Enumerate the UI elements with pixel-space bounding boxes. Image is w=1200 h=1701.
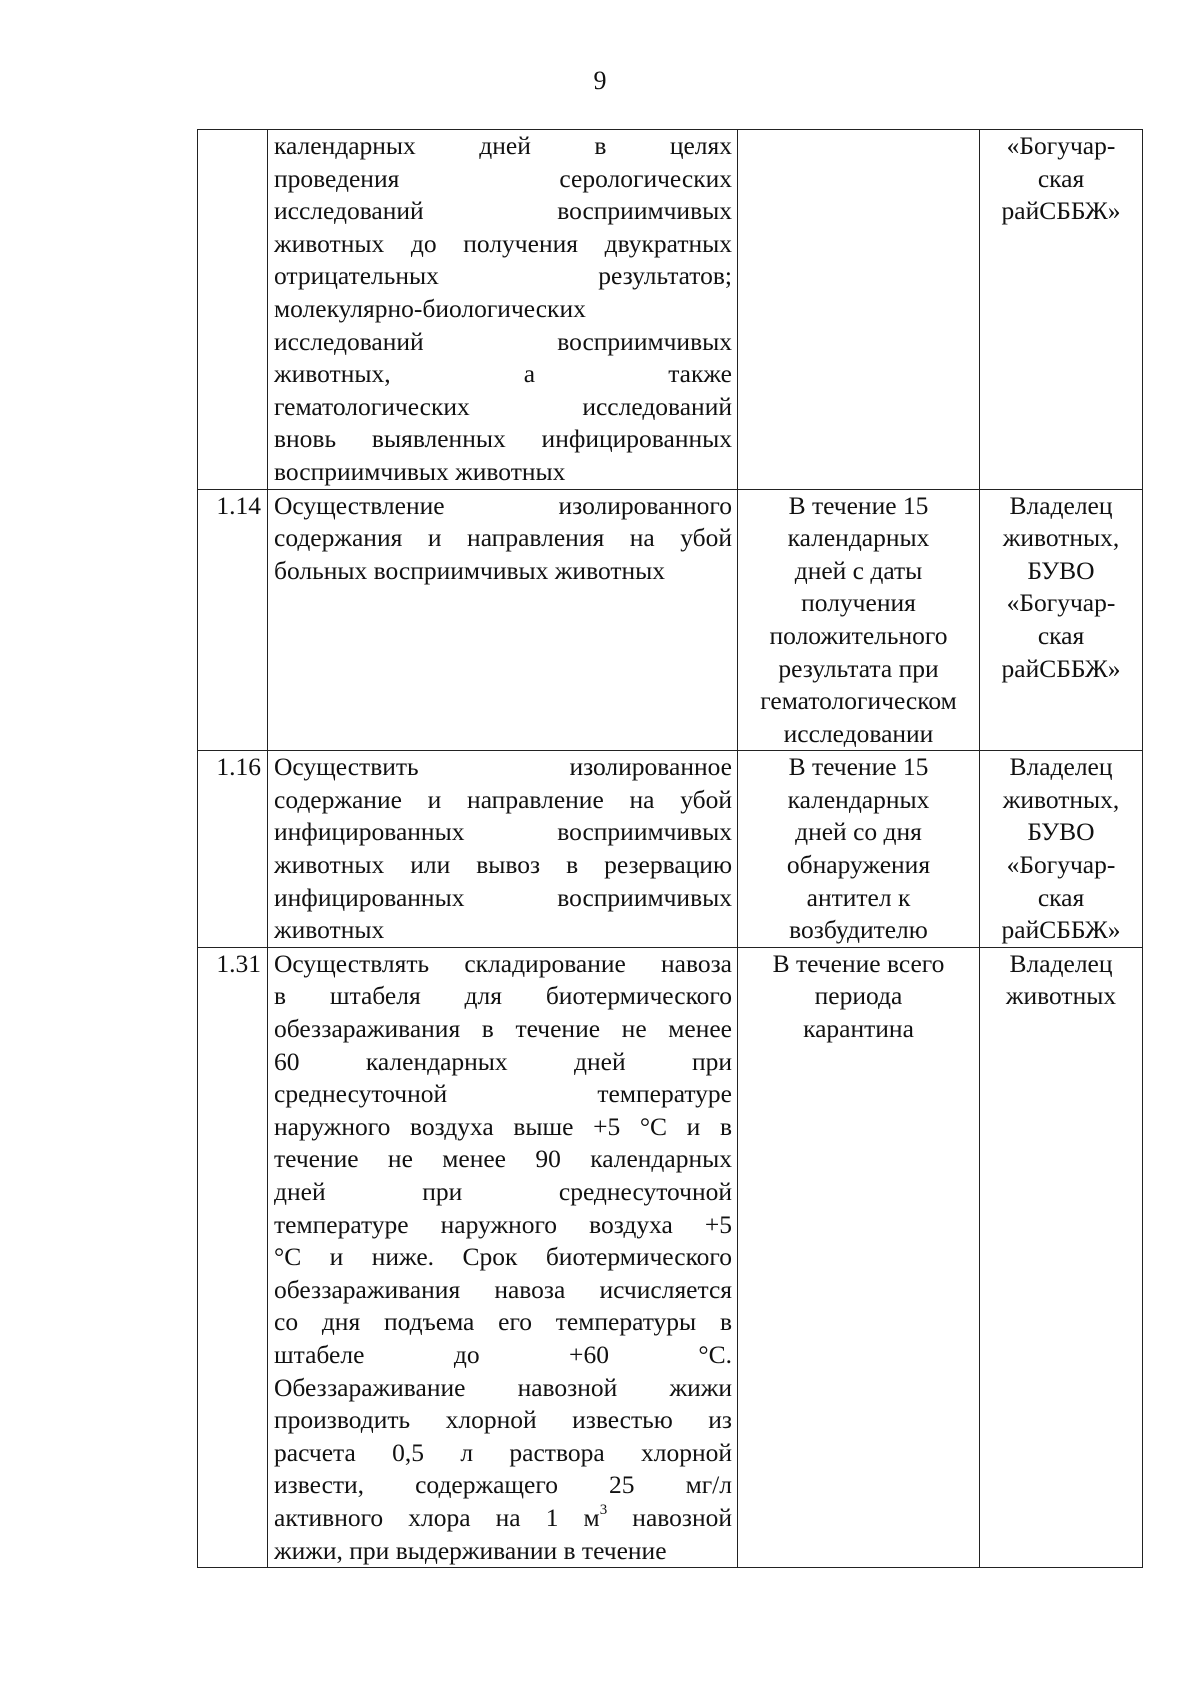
term-cell <box>738 947 980 1567</box>
term-line: дней со дня <box>795 817 922 847</box>
action-line: животных <box>274 915 385 945</box>
term-line: положительного <box>769 620 948 650</box>
term-cell <box>738 489 980 751</box>
responsible-line: животных, <box>1002 523 1120 553</box>
superscript: 3 <box>599 1501 608 1518</box>
term-cell <box>738 130 980 490</box>
action-line: вновь выявленных инфицированных <box>274 424 732 454</box>
action-line: Осуществить изолированное <box>274 752 732 782</box>
responsible-line: райСББЖ» <box>1001 915 1121 945</box>
action-line <box>274 1502 732 1535</box>
term-line: гематологическом <box>760 686 957 716</box>
action-line: наружного воздуха выше +5 °С и в <box>274 1111 732 1141</box>
action-line: расчета 0,5 л раствора хлорной <box>274 1437 732 1467</box>
action-line: со дня подъема его температуры в <box>274 1307 732 1337</box>
action-line: восприимчивых животных <box>274 456 566 486</box>
responsible-line: животных <box>1005 981 1117 1011</box>
term-cell <box>738 751 980 948</box>
responsible-line: «Богучар- <box>1006 131 1116 160</box>
action-line: животных, а также <box>274 359 732 389</box>
action-line: дней при среднесуточной <box>274 1177 732 1206</box>
action-line: извести, содержащего 25 мг/л <box>274 1470 732 1500</box>
row-number-cell <box>198 130 268 490</box>
term-line: дней с даты <box>794 555 923 585</box>
term-line: получения <box>801 588 916 618</box>
term-line: В течение 15 <box>788 490 929 520</box>
term-line: антител к <box>806 882 911 912</box>
action-line: молекулярно-биологических <box>274 293 586 323</box>
responsible-cell <box>980 947 1143 1567</box>
measures-table <box>197 129 1143 1568</box>
action-line-text: навозной <box>607 1502 732 1532</box>
responsible-cell <box>980 751 1143 948</box>
action-line: в штабеля для биотермического <box>274 981 732 1011</box>
action-line: среднесуточной температуре <box>274 1079 732 1109</box>
action-cell <box>268 130 738 490</box>
action-line: отрицательных результатов; <box>274 261 732 291</box>
action-line: °С и ниже. Срок биотермического <box>274 1242 732 1272</box>
action-cell <box>268 751 738 948</box>
responsible-line: ская <box>1037 163 1085 193</box>
term-line: обнаружения <box>786 850 931 880</box>
row-number-cell: 1.16 <box>198 751 268 948</box>
page-number: 9 <box>593 66 607 95</box>
action-cell <box>268 947 738 1567</box>
action-line: обеззараживания в течение не менее <box>274 1014 732 1044</box>
action-line: содержание и направление на убой <box>274 784 732 814</box>
term-line: возбудителю <box>789 915 928 945</box>
action-line: животных или вывоз в резервацию <box>274 850 732 880</box>
responsible-line: Владелец <box>1009 948 1113 978</box>
action-line: исследований восприимчивых <box>274 196 732 226</box>
term-line: В течение всего <box>772 948 945 978</box>
responsible-line: БУВО <box>1027 555 1095 585</box>
responsible-line: ская <box>1037 882 1085 912</box>
action-line: 60 календарных дней при <box>274 1046 732 1076</box>
term-line: периода <box>814 981 903 1011</box>
table-row <box>198 751 1143 948</box>
term-line: результата при <box>778 653 939 683</box>
action-line: исследований восприимчивых <box>274 326 732 356</box>
responsible-line: ская <box>1037 620 1085 650</box>
responsible-line: БУВО <box>1027 817 1095 847</box>
responsible-cell <box>980 489 1143 751</box>
action-line: Обеззараживание навозной жижи <box>274 1372 732 1402</box>
row-number-cell: 1.31 <box>198 947 268 1567</box>
term-line: исследовании <box>783 718 934 748</box>
action-line: календарных дней в целях <box>274 131 732 160</box>
term-line: В течение 15 <box>788 752 929 782</box>
action-cell <box>268 489 738 751</box>
action-line: инфицированных восприимчивых <box>274 817 732 847</box>
action-line: производить хлорной известью из <box>274 1405 732 1435</box>
responsible-line: райСББЖ» <box>1001 196 1121 226</box>
responsible-line: «Богучар- <box>1006 850 1116 880</box>
row-number-cell: 1.14 <box>198 489 268 751</box>
action-line: животных до получения двукратных <box>274 228 732 258</box>
action-line: штабеле до +60 °С. <box>274 1339 732 1369</box>
action-line: Осуществлять складирование навоза <box>274 948 732 978</box>
term-line: календарных <box>787 523 930 553</box>
responsible-line: Владелец <box>1009 752 1113 782</box>
action-line: инфицированных восприимчивых <box>274 882 732 912</box>
action-line: проведения серологических <box>274 163 732 193</box>
action-line: больных восприимчивых животных <box>274 555 666 585</box>
action-line-text: активного хлора на 1 м <box>274 1502 600 1532</box>
action-line: гематологических исследований <box>274 391 732 421</box>
table-body <box>198 130 1143 1568</box>
responsible-cell <box>980 130 1143 490</box>
responsible-line: животных, <box>1002 784 1120 814</box>
action-line: содержания и направления на убой <box>274 523 732 553</box>
action-line: Осуществление изолированного <box>274 490 732 520</box>
action-line: жижи, при выдерживании в течение <box>274 1535 667 1565</box>
responsible-line: Владелец <box>1009 490 1113 520</box>
term-line: календарных <box>787 784 930 814</box>
term-line: карантина <box>803 1014 914 1044</box>
table-row <box>198 489 1143 751</box>
action-line: обеззараживания навоза исчисляется <box>274 1274 732 1304</box>
table-row <box>198 947 1143 1567</box>
table-row <box>198 130 1143 490</box>
responsible-line: райСББЖ» <box>1001 653 1121 683</box>
action-line: температуре наружного воздуха +5 <box>274 1209 732 1239</box>
action-line: течение не менее 90 календарных <box>274 1144 732 1174</box>
responsible-line: «Богучар- <box>1006 588 1116 618</box>
